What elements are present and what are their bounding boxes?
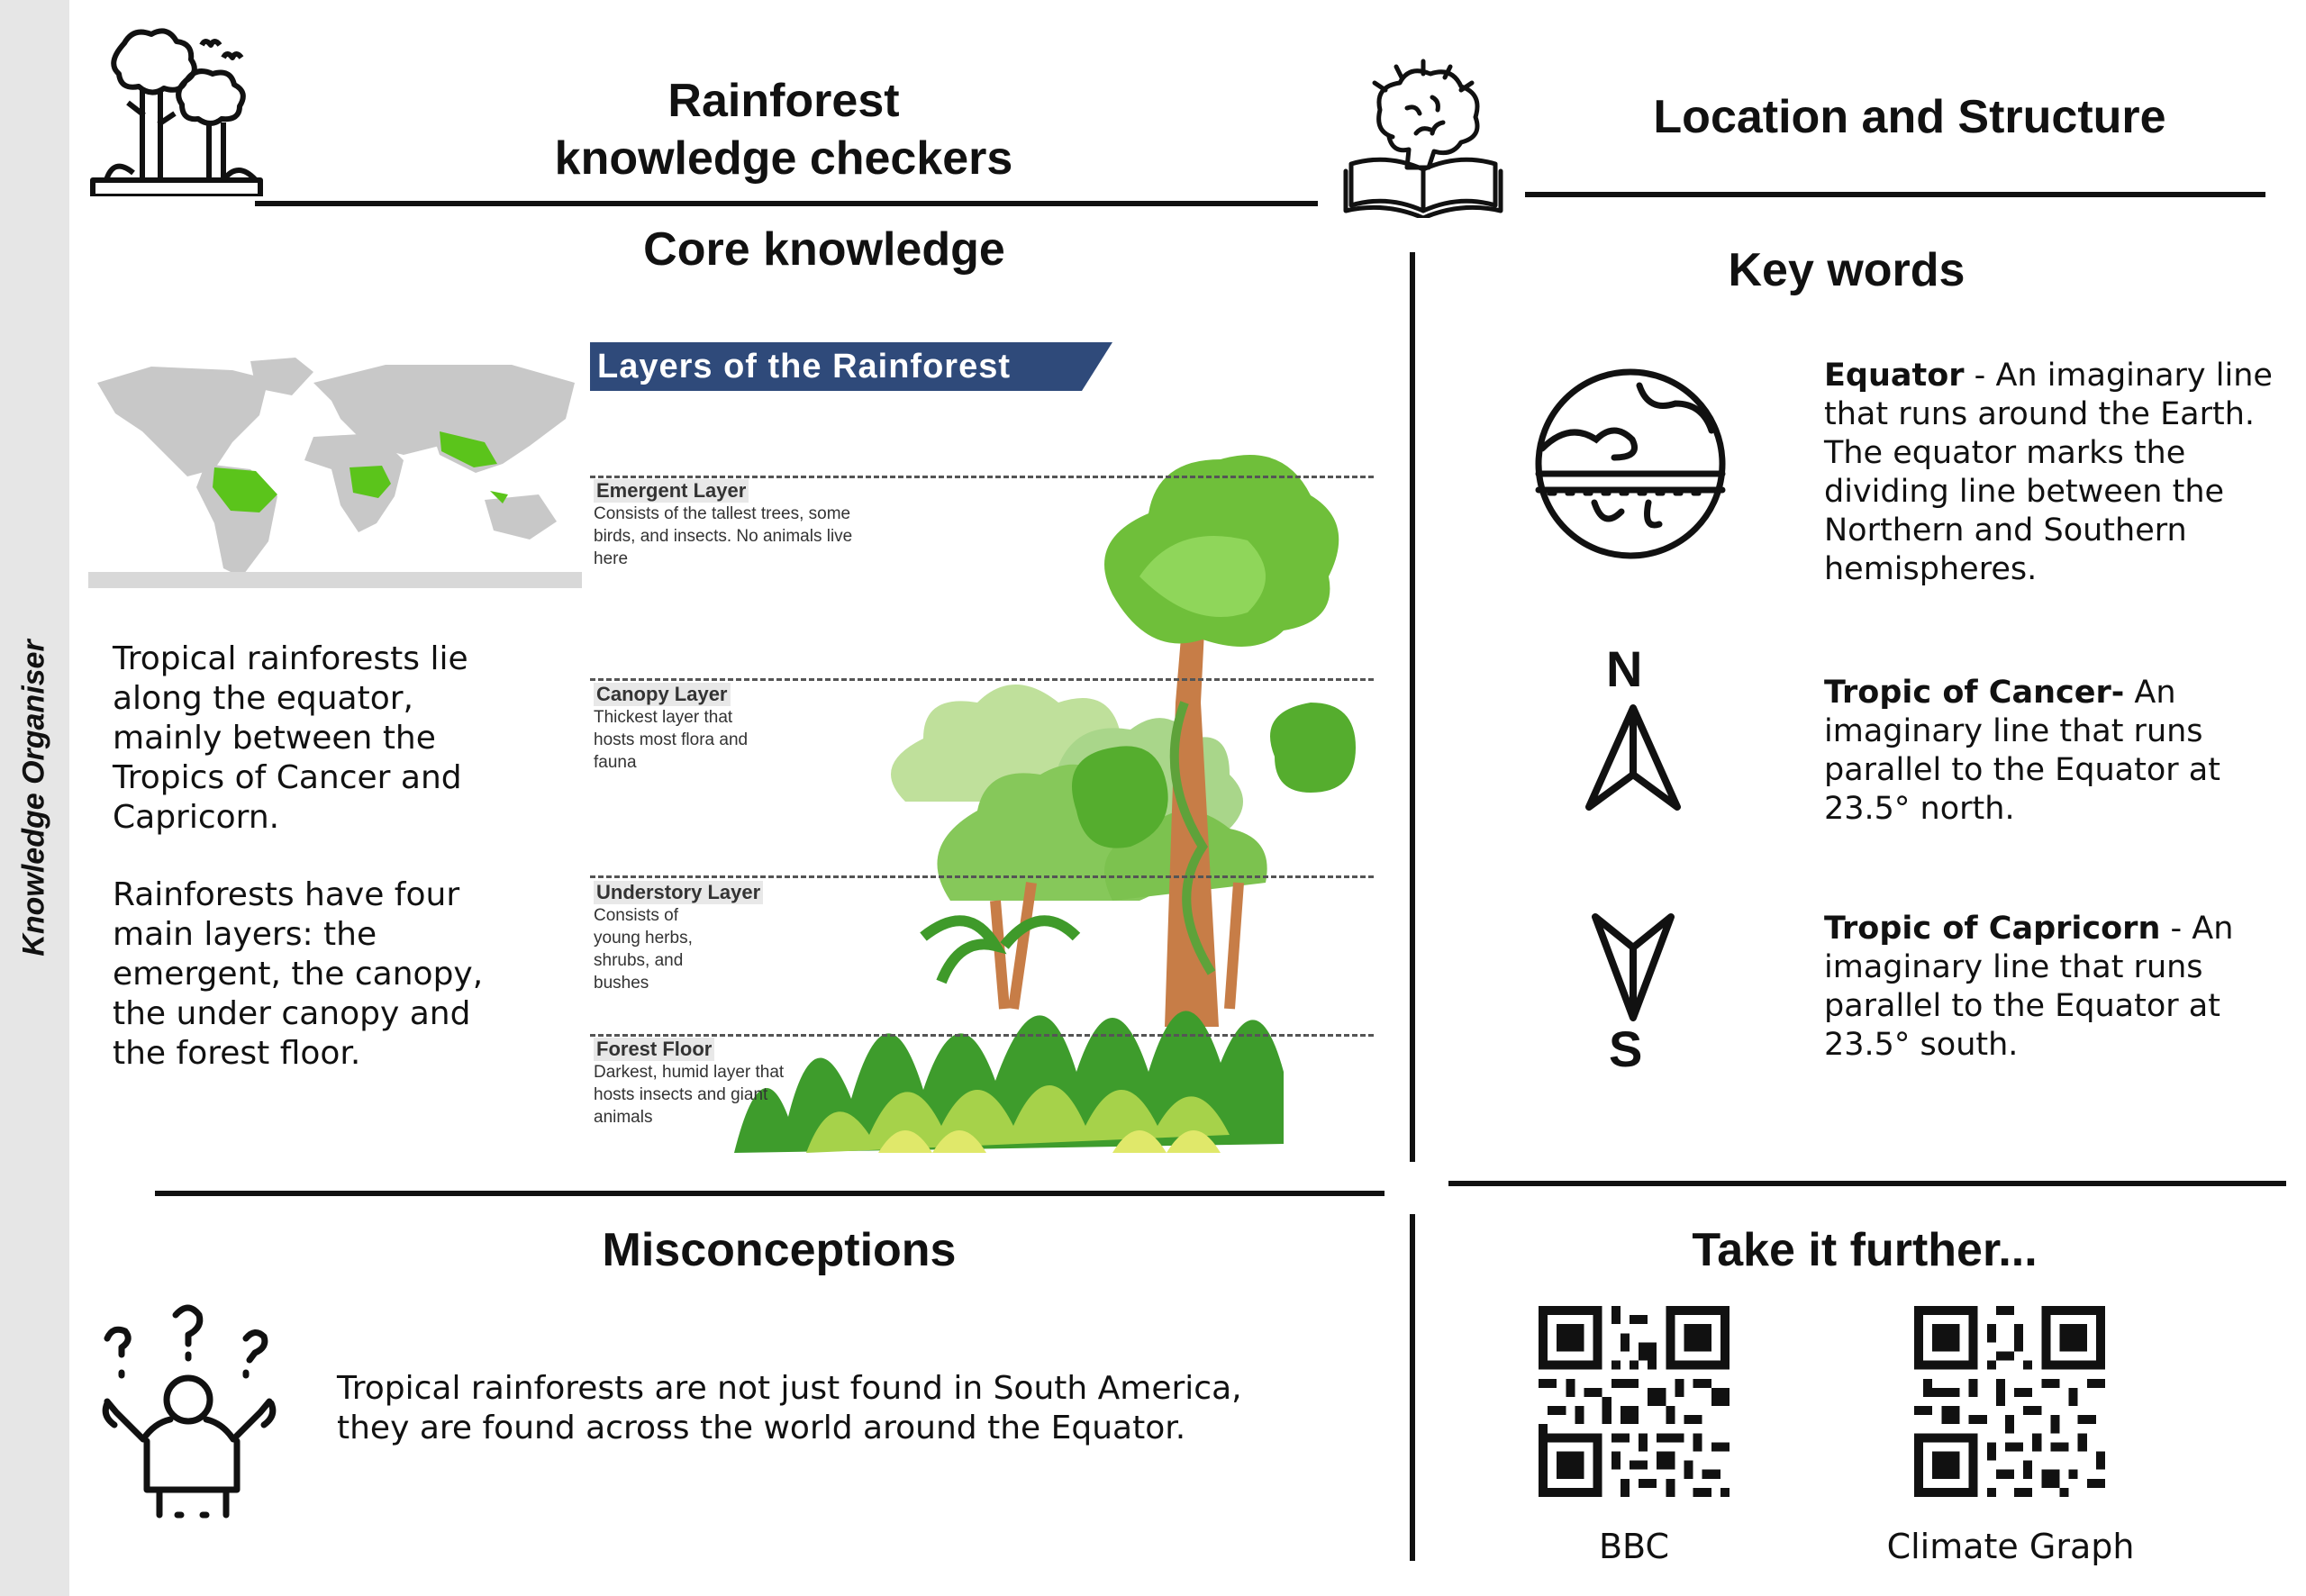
page-title: [450, 72, 1117, 187]
keyword-capricorn-term: Tropic of Capricorn: [1824, 911, 2161, 947]
keyword-equator: [1824, 357, 2274, 589]
qr-code-bbc[interactable]: [1539, 1306, 1730, 1497]
qr-label-climate-graph: Climate Graph: [1886, 1527, 2135, 1566]
south-arrow-icon: [1590, 911, 1676, 1023]
keyword-cancer-def: An imaginary line that runs parallel to the Equator at 23.5° north.: [1824, 675, 2220, 827]
keyword-cancer-sep: [2124, 675, 2134, 711]
key-words-heading: Key words: [1728, 244, 1966, 296]
header-underline-left: [255, 201, 1318, 206]
layer-understory: [594, 881, 792, 994]
layer-canopy-title: Canopy Layer: [594, 683, 731, 706]
divider-misconceptions: [155, 1191, 1385, 1196]
vertical-divider-top: [1410, 252, 1415, 1162]
layer-forest-floor-title: Forest Floor: [594, 1038, 714, 1061]
misconception-text: Tropical rainforests are not just found in South America, they are found across the world around the Equator.: [337, 1370, 1242, 1446]
keyword-tropic-cancer: [1824, 674, 2274, 829]
keyword-capricorn-def: An imaginary line that runs parallel to the Equator at 23.5° south.: [1824, 911, 2234, 1063]
brain-book-icon: [1342, 56, 1504, 218]
confused-person-icon: [95, 1297, 284, 1520]
title-line-1: Rainforest: [667, 75, 900, 127]
layer-canopy-desc: Thickest layer that hosts most flora and fauna: [594, 708, 749, 772]
qr-code-climate-graph[interactable]: [1914, 1306, 2105, 1497]
core-paragraph-2: Rainforests have four main layers: the emergent, the canopy, the under canopy and the forest floor.: [113, 876, 484, 1072]
layer-canopy: [594, 683, 783, 774]
title-line-2: knowledge checkers: [554, 132, 1013, 185]
keyword-tropic-capricorn: [1824, 910, 2274, 1065]
core-knowledge-heading: Core knowledge: [643, 223, 1005, 276]
keyword-capricorn-sep: -: [2160, 911, 2193, 947]
south-letter: S: [1609, 1020, 1643, 1077]
vertical-divider-bottom: [1410, 1214, 1415, 1561]
layer-emergent-title: Emergent Layer: [594, 479, 749, 503]
layer-forest-floor: [594, 1038, 810, 1129]
layer-understory-title: Understory Layer: [594, 881, 763, 904]
north-arrow-icon: [1584, 703, 1683, 814]
layer-forest-floor-desc: Darkest, humid layer that hosts insects and giant animals: [594, 1063, 785, 1127]
core-paragraph-1: Tropical rainforests lie along the equator, mainly between the Tropics of Cancer and Capricorn.: [113, 640, 468, 836]
rainforest-layers-diagram: [590, 342, 1374, 1153]
keyword-equator-term: Equator: [1824, 358, 1965, 394]
misconceptions-heading: Misconceptions: [602, 1224, 957, 1276]
world-rainforest-map: [88, 356, 582, 588]
take-further-heading: Take it further...: [1692, 1224, 2038, 1276]
layer-understory-desc: Consists of young herbs, shrubs, and bushes: [594, 906, 693, 993]
north-letter: N: [1606, 640, 1643, 697]
rainforest-trees-icon: [88, 25, 265, 196]
layer-emergent: [594, 479, 891, 570]
section-title: Location and Structure: [1653, 91, 2166, 143]
diagram-title: Layers of the Rainforest: [597, 348, 1011, 385]
sidebar: [0, 0, 69, 1596]
header-underline-right: [1525, 192, 2265, 197]
keyword-equator-def: An imaginary line that runs around the Earth. The equator marks the dividing line between the Northern and Southern hemispheres.: [1824, 358, 2273, 587]
globe-equator-icon: [1531, 367, 1730, 560]
qr-label-bbc: BBC: [1598, 1527, 1669, 1566]
keyword-cancer-term: Tropic of Cancer-: [1824, 675, 2125, 711]
sidebar-label: Knowledge Organiser: [16, 639, 51, 957]
layer-emergent-desc: Consists of the tallest trees, some birds, and insects. No animals live here: [594, 504, 853, 568]
divider-further: [1448, 1181, 2286, 1186]
keyword-equator-sep: -: [1964, 358, 1996, 394]
